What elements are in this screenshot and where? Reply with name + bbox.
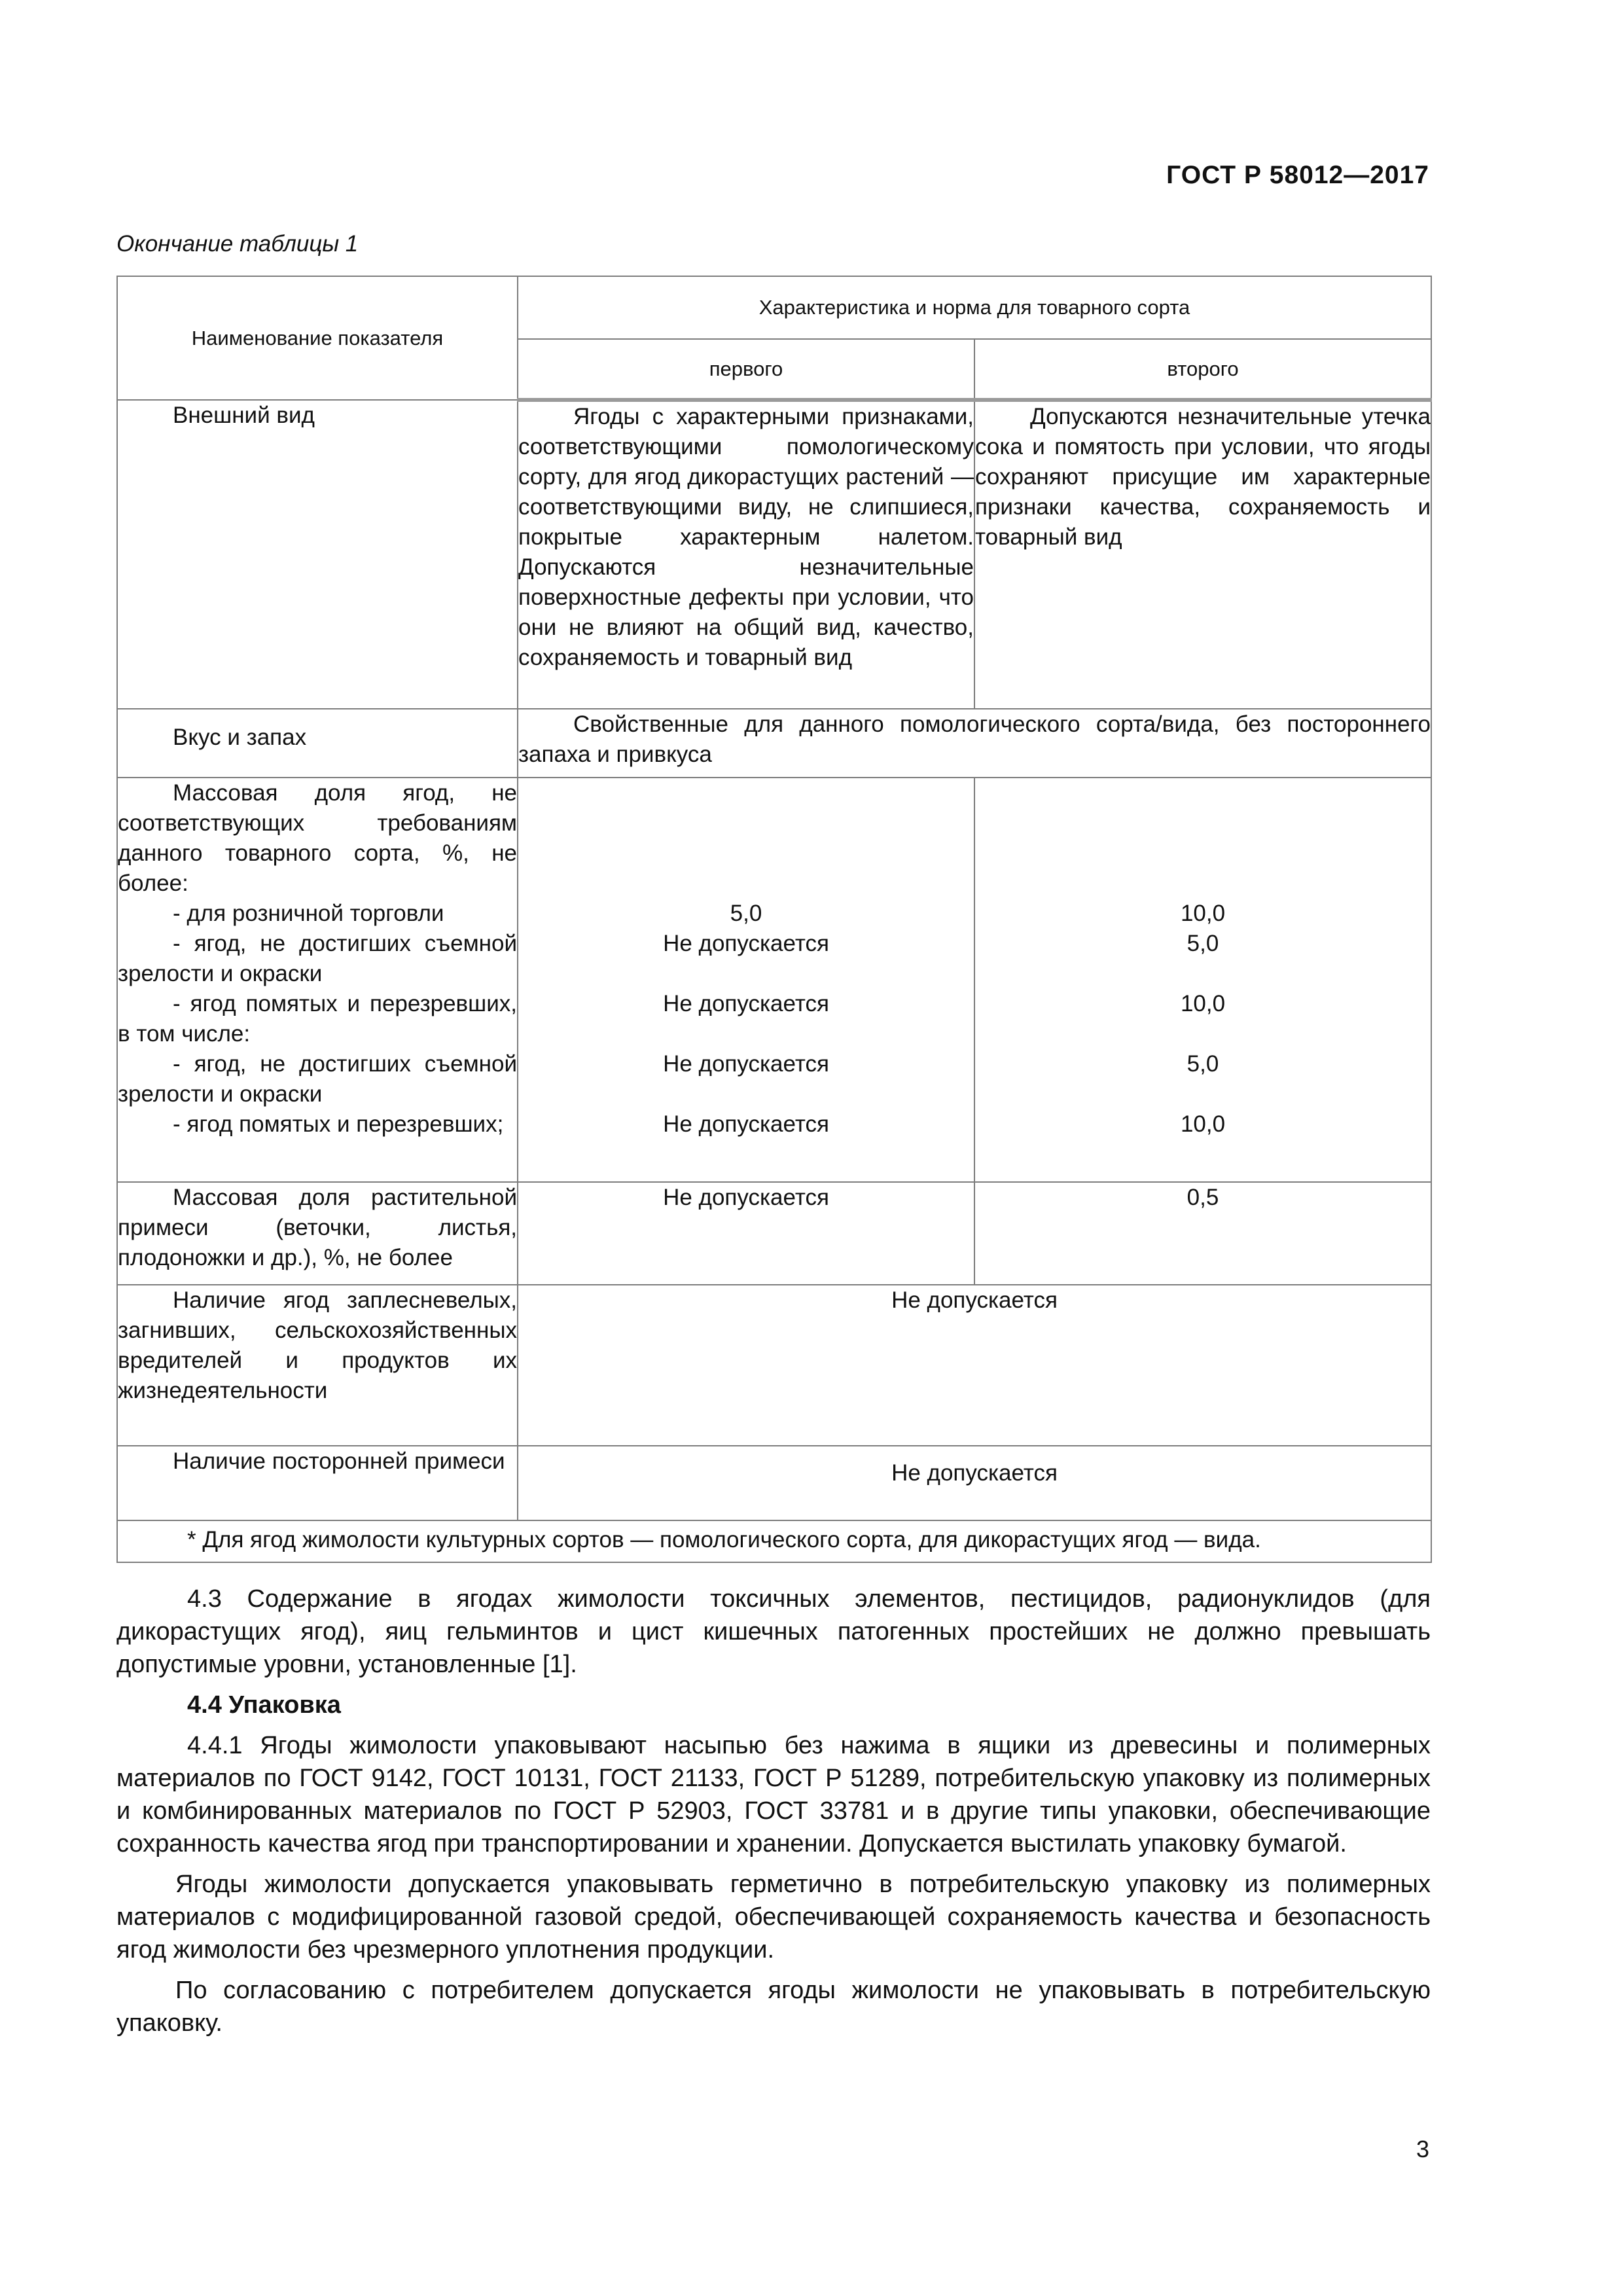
paragraph-agreement: По согласованию с потребителем допускается ягоды жимолости не упаковывать в потребительскую упаковку. bbox=[116, 1977, 1431, 2037]
mass-item-label: - ягод, не достигших съемной зрелости и окраски bbox=[118, 1051, 517, 1107]
mass-item-label: - ягод помятых и перезревших, в том числе: bbox=[118, 991, 517, 1047]
page-number: 3 bbox=[1416, 2136, 1429, 2162]
document-code: ГОСТ Р 58012—2017 bbox=[1166, 161, 1429, 189]
table-footnote: * Для ягод жимолости культурных сортов — помологического сорта, для дикорастущих ягод — вида. bbox=[117, 1520, 1431, 1562]
body-section bbox=[116, 1583, 1431, 2039]
appearance-second: Допускаются незначительные утечка сока и помятость при условии, что ягоды сохраняют присущие им характерные признаки качества, сохраняемость и товарный вид bbox=[974, 400, 1431, 709]
table-row bbox=[117, 400, 1431, 709]
table-row bbox=[117, 778, 1431, 1182]
paragraph-hermetic: Ягоды жимолости допускается упаковывать герметично в потребительскую упаковку из полимерных материалов с модифицированной газовой средой, обеспечивающей сохраняемость качества и безопасность ягод жимолости без чрезмерного уплотнения продукции. bbox=[116, 1871, 1431, 1964]
row-name-appearance: Внешний вид bbox=[173, 403, 315, 428]
row-name-mass-share: Массовая доля ягод, не соответствующих требованиям данного товарного сорта, %, не более: bbox=[118, 780, 517, 896]
mass-item-label: - ягод помятых и перезревших; bbox=[173, 1111, 504, 1137]
table-row bbox=[117, 1446, 1431, 1520]
taste-value: Свойственные для данного помологического сорта/вида, без постороннего запаха и привкуса bbox=[518, 709, 1431, 778]
mass-item-second: 10,0 bbox=[1180, 1111, 1226, 1137]
plant-impurity-second: 0,5 bbox=[974, 1182, 1431, 1285]
header-group: Характеристика и норма для товарного сорта bbox=[518, 276, 1431, 339]
mass-item-second: 5,0 bbox=[1186, 931, 1219, 956]
mass-item-second: 10,0 bbox=[1180, 901, 1226, 926]
mass-item-first: Не допускается bbox=[663, 1051, 829, 1077]
table-row bbox=[117, 1285, 1431, 1446]
plant-impurity-first: Не допускается bbox=[518, 1182, 974, 1285]
mass-item-first: 5,0 bbox=[730, 901, 762, 926]
row-name-plant-impurity: Массовая доля растительной примеси (веточки, листья, плодоножки и др.), %, не более bbox=[117, 1182, 518, 1285]
row-name-taste: Вкус и запах bbox=[173, 725, 307, 750]
paragraph-4-4-1: 4.4.1 Ягоды жимолости упаковывают насыпью без нажима в ящики из древесины и полимерных материалов по ГОСТ 9142, ГОСТ 10131, ГОСТ 21133, ГОСТ Р 51289, потребительскую упаковку из полимерных и комбинированных материалов по ГОСТ Р 52903, ГОСТ 33781 и в другие типы упаковки, обеспечивающие сохранность качества ягод при транспортировании и хранении. Допускается выстилать упаковку бумагой. bbox=[116, 1732, 1431, 1857]
table-footnote-row bbox=[117, 1520, 1431, 1562]
section-heading-4-4: 4.4 Упаковка bbox=[187, 1691, 341, 1719]
mass-item-label: - ягод, не достигших съемной зрелости и окраски bbox=[118, 931, 517, 986]
mass-item-first: Не допускается bbox=[663, 1111, 829, 1137]
row-name-mold: Наличие ягод заплесневелых, загнивших, сельскохозяйственных вредителей и продуктов их жизнедеятельности bbox=[117, 1285, 518, 1446]
paragraph-4-3: 4.3 Содержание в ягодах жимолости токсичных элементов, пестицидов, радионуклидов (для дикорастущих ягод), яиц гельминтов и цист кишечных патогенных простейших не должно превышать допустимые уровни, установленные [1]. bbox=[116, 1585, 1431, 1678]
quality-table bbox=[116, 276, 1432, 1563]
header-indicator: Наименование показателя bbox=[117, 276, 518, 400]
mass-item-first: Не допускается bbox=[663, 931, 829, 956]
header-second-grade: второго bbox=[974, 339, 1431, 400]
table-caption: Окончание таблицы 1 bbox=[116, 231, 359, 257]
appearance-first: Ягоды с характерными признаками, соответствующими помологическому сорту, для ягод дикорастущих растений — соответствующими виду, не слипшиеся, покрытые характерным налетом. Допускаются незначительные поверхностные дефекты при условии, что они не влияют на общий вид, качество, сохраняемость и товарный вид bbox=[518, 400, 974, 709]
header-first-grade: первого bbox=[518, 339, 974, 400]
table-row bbox=[117, 1182, 1431, 1285]
mass-item-first: Не допускается bbox=[663, 991, 829, 1016]
foreign-value: Не допускается bbox=[518, 1446, 1431, 1520]
mold-value: Не допускается bbox=[518, 1285, 1431, 1446]
mass-item-label: - для розничной торговли bbox=[173, 901, 444, 926]
table-row bbox=[117, 709, 1431, 778]
mass-item-second: 5,0 bbox=[1186, 1051, 1219, 1077]
mass-item-second: 10,0 bbox=[1180, 991, 1226, 1016]
row-name-foreign: Наличие посторонней примеси bbox=[117, 1446, 518, 1520]
